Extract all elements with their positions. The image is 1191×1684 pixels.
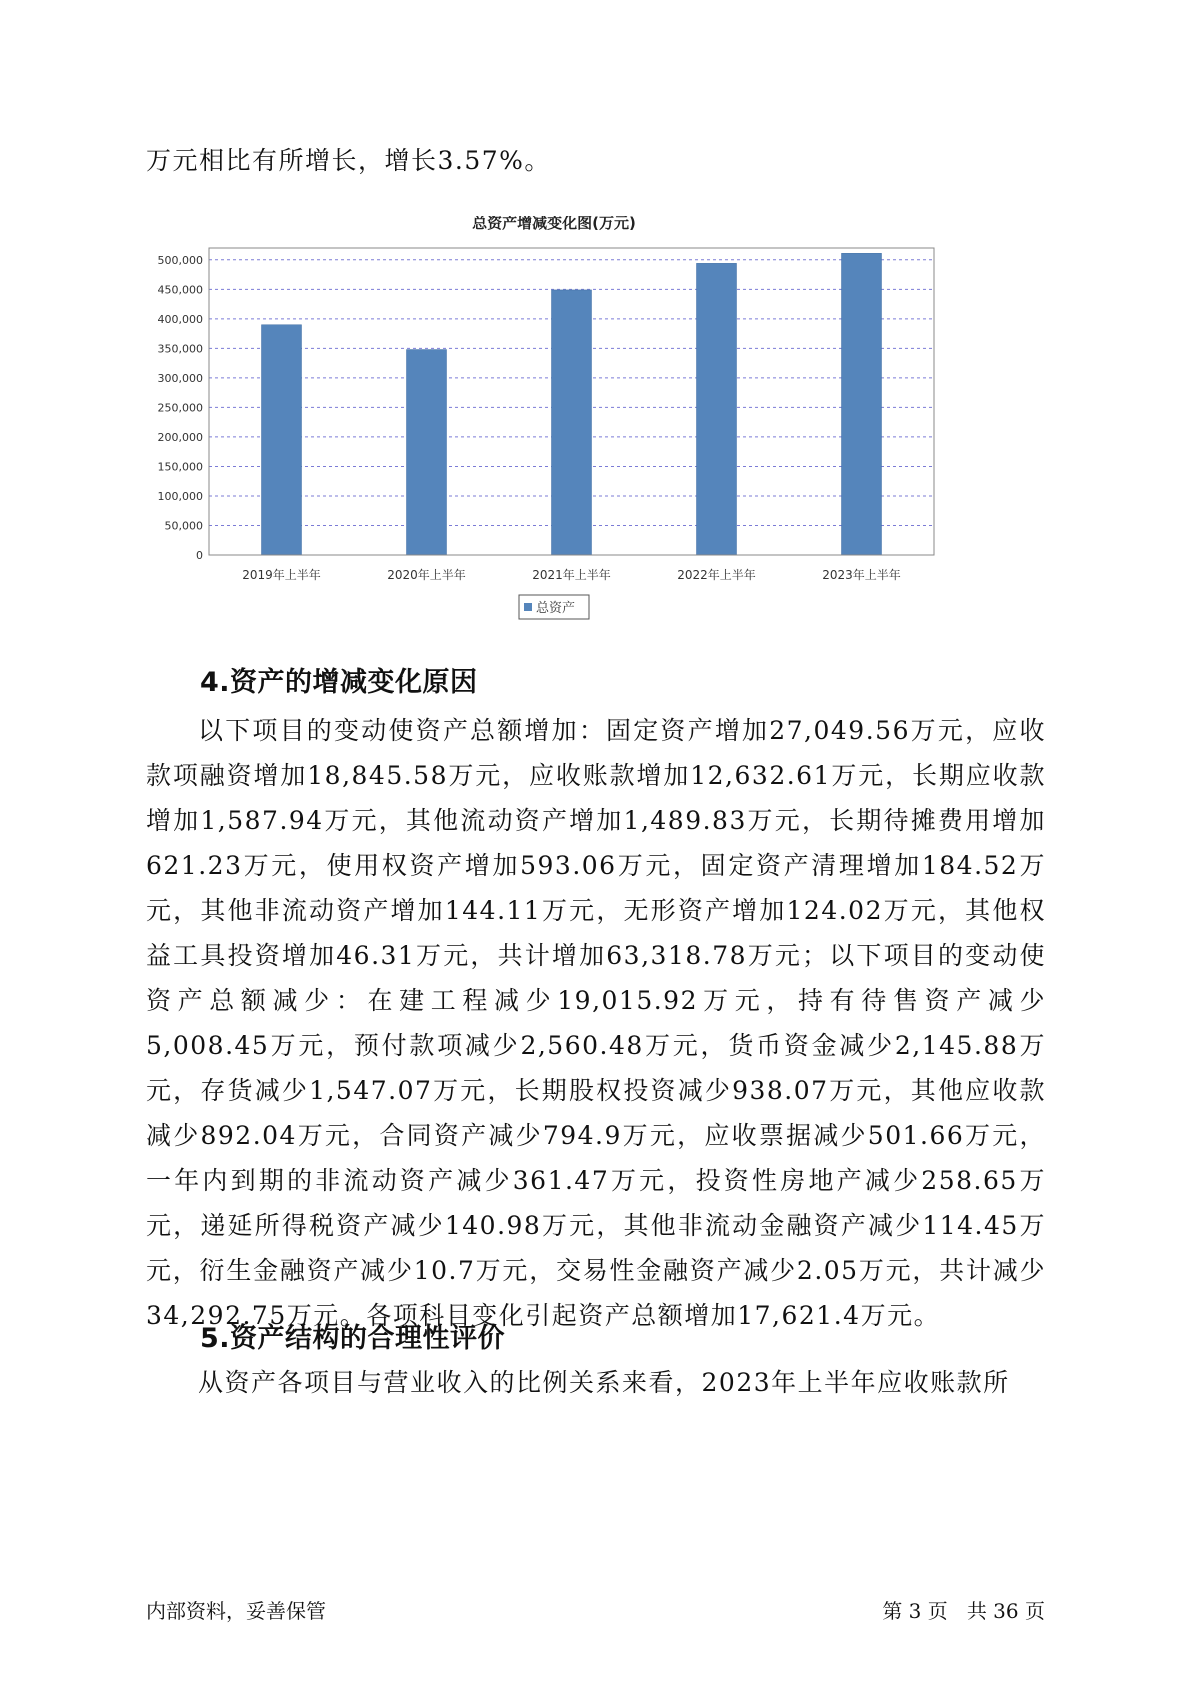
y-tick-label: 400,000 xyxy=(157,312,203,326)
section-5-heading: 5.资产结构的合理性评价 xyxy=(200,1323,506,1354)
section-4-heading: 4.资产的增减变化原因 xyxy=(200,667,478,698)
y-tick-label: 250,000 xyxy=(157,401,203,415)
section-5-paragraph: 从资产各项目与营业收入的比例关系来看，2023年上半年应收账款所 xyxy=(198,1368,1010,1397)
y-tick-label: 50,000 xyxy=(164,519,203,533)
chart-svg xyxy=(146,216,1046,676)
legend-label: 总资产 xyxy=(536,601,576,616)
y-tick-label: 350,000 xyxy=(157,342,203,356)
y-tick-label: 200,000 xyxy=(157,430,203,444)
x-tick-label: 2019年上半年 xyxy=(242,568,321,582)
chart-x-axis xyxy=(242,567,901,582)
chart-title: 总资产增减变化图(万元) xyxy=(472,216,636,232)
bar xyxy=(407,350,447,555)
chart-bars xyxy=(262,253,882,555)
total-assets-chart xyxy=(146,216,1046,676)
x-tick-label: 2022年上半年 xyxy=(677,568,756,582)
section-4-paragraph: 以下项目的变动使资产总额增加：固定资产增加27,049.56万元，应收款项融资增加18,845.58万元，应收账款增加12,632.61万元，长期应收款增加1,587.94万元，其他流动资产增加1,489.83万元，长期待摊费用增加621.23万元，使用权资产增加593.06万元，固定资产清理增加184.52万元，其他非流动资产增加144.11万元，无形资产增加124.02万元，其他权益工具投资增加46.31万元，共计增加63,318.78万元；以下项目的变动使资产总额减少：在建工程减少19,015.92万元，持有待售资产减少5,008.45万元，预付款项减少2,560.48万元，货币资金减少2,145.88万元，存货减少1,547.07万元，长期股权投资减少938.07万元，其他应收款减少892.04万元，合同资产减少794.9万元，应收票据减少501.66万元，一年内到期的非流动资产减少361.47万元，投资性房地产减少258.65万元，递延所得税资产减少140.98万元，其他非流动金融资产减少114.45万元，衍生金融资产减少10.7万元，交易性金融资产减少2.05万元，共计减少34,292.75万元。各项科目变化引起资产总额增加17,621.4万元。 xyxy=(146,716,1046,1330)
x-tick-label: 2021年上半年 xyxy=(532,568,611,582)
bar xyxy=(552,290,592,555)
bar xyxy=(262,325,302,555)
y-tick-label: 450,000 xyxy=(157,283,203,297)
bar xyxy=(842,253,882,555)
y-tick-label: 150,000 xyxy=(157,460,203,474)
x-tick-label: 2023年上半年 xyxy=(822,568,901,582)
chart-y-axis xyxy=(158,254,204,562)
y-tick-label: 500,000 xyxy=(157,253,203,267)
intro-paragraph: 万元相比有所增长，增长3.57%。 xyxy=(146,146,551,175)
y-tick-label: 0 xyxy=(196,549,203,562)
y-tick-label: 300,000 xyxy=(157,371,203,385)
chart-legend xyxy=(519,595,589,619)
legend-swatch xyxy=(524,603,532,611)
x-tick-label: 2020年上半年 xyxy=(387,568,466,582)
footer-left: 内部资料，妥善保管 xyxy=(146,1599,326,1623)
footer-page-number: 第 3 页 共 36 页 xyxy=(882,1599,1045,1623)
bar xyxy=(697,263,737,555)
y-tick-label: 100,000 xyxy=(157,489,203,503)
